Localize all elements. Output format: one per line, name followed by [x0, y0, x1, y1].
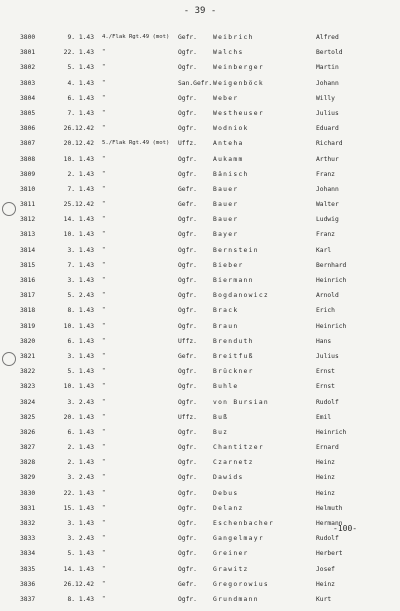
- entry-unit: ": [102, 459, 106, 466]
- entry-unit: ": [102, 246, 106, 253]
- entry-surname: Gangelmayr: [213, 535, 264, 543]
- entry-date: 26.12.42: [63, 125, 94, 133]
- entry-date: 3. 1.43: [67, 520, 94, 527]
- entry-rank: Ogfr.: [178, 125, 197, 133]
- entry-date: 20. 1.43: [63, 413, 94, 421]
- entry-date: 25.12.42: [63, 201, 94, 209]
- entry-date: 3. 1.43: [67, 277, 94, 284]
- entry-unit: ": [102, 337, 106, 344]
- entry-number: 3806: [20, 125, 36, 133]
- entry-rank: Uffz.: [178, 337, 197, 345]
- entry-date: 3. 2.43: [67, 398, 94, 406]
- entry-date: 5. 1.43: [67, 368, 94, 376]
- entry-unit: ": [102, 398, 106, 405]
- entry-number: 3815: [20, 261, 36, 269]
- entry-unit: ": [102, 352, 106, 359]
- entry-unit: ": [102, 550, 106, 557]
- entry-unit: ": [102, 474, 106, 481]
- entry-date: 5. 1.43: [67, 64, 94, 72]
- entry-number: 3808: [20, 155, 36, 163]
- entry-surname: Brenduth: [213, 337, 254, 345]
- entry-rank: Ogfr.: [178, 474, 197, 482]
- entry-date: 2. 1.43: [67, 459, 94, 467]
- entry-given-name: Alfred: [316, 34, 339, 41]
- entry-number: 3837: [20, 595, 36, 603]
- entry-surname: Grawitz: [213, 565, 249, 573]
- entry-rank: Ogfr.: [178, 277, 197, 284]
- entry-unit: ": [102, 216, 106, 223]
- entry-date: 9. 1.43: [67, 34, 94, 41]
- entry-given-name: Heinrich: [316, 277, 347, 284]
- entry-date: 10. 1.43: [63, 155, 94, 163]
- entry-number: 3828: [20, 459, 36, 467]
- entry-given-name: Franz: [316, 170, 335, 178]
- entry-surname: Bernstein: [213, 246, 259, 254]
- entry-date: 14. 1.43: [63, 565, 94, 573]
- entry-unit: ": [102, 170, 106, 177]
- entry-number: 3832: [20, 520, 36, 527]
- entry-rank: Ogfr.: [178, 489, 197, 497]
- entry-unit: ": [102, 79, 106, 86]
- entry-surname: Wodniok: [213, 125, 249, 133]
- entry-rank: Ogfr.: [178, 109, 197, 117]
- entry-rank: Ogfr.: [178, 231, 197, 239]
- entry-date: 10. 1.43: [63, 322, 94, 330]
- entry-number: 3812: [20, 216, 36, 224]
- entry-unit: ": [102, 231, 106, 238]
- entry-rank: Ogfr.: [178, 49, 197, 57]
- entry-rank: Ogfr.: [178, 595, 197, 603]
- entry-unit: ": [102, 322, 106, 329]
- entry-number: 3824: [20, 398, 36, 406]
- entry-number: 3821: [20, 352, 36, 360]
- entry-number: 3800: [20, 34, 36, 41]
- entry-rank: Ogfr.: [178, 565, 197, 573]
- entry-rank: Ogfr.: [178, 261, 197, 269]
- entry-number: 3805: [20, 109, 36, 117]
- entry-surname: Aukamm: [213, 155, 244, 163]
- entry-date: 6. 1.43: [67, 337, 94, 345]
- entry-unit: ": [102, 535, 106, 542]
- entry-date: 3. 1.43: [67, 352, 94, 360]
- entry-surname: Eschenbacher: [213, 520, 275, 527]
- entry-given-name: Heinz: [316, 489, 335, 497]
- entry-number: 3813: [20, 231, 36, 239]
- entry-unit: ": [102, 292, 106, 299]
- entry-rank: Ogfr.: [178, 459, 197, 467]
- entry-unit: ": [102, 261, 106, 268]
- entry-date: 8. 1.43: [67, 595, 94, 603]
- entry-surname: Dawids: [213, 474, 244, 482]
- entry-given-name: Herbert: [316, 550, 343, 558]
- entry-date: 5. 1.43: [67, 550, 94, 558]
- entry-number: 3822: [20, 368, 36, 376]
- entry-given-name: Ernst: [316, 368, 335, 376]
- entry-surname: Weibrich: [213, 34, 254, 41]
- entry-rank: Gefr.: [178, 201, 197, 209]
- entry-number: 3814: [20, 246, 36, 254]
- entry-unit: ": [102, 94, 106, 101]
- entry-date: 20.12.42: [63, 140, 94, 148]
- entry-date: 3. 2.43: [67, 535, 94, 543]
- entry-date: 3. 2.43: [67, 474, 94, 482]
- entry-number: 3802: [20, 64, 36, 72]
- entry-rank: Gefr.: [178, 34, 197, 41]
- entry-given-name: Richard: [316, 140, 343, 148]
- entry-surname: Bieber: [213, 261, 244, 269]
- entry-date: 7. 1.43: [67, 109, 94, 117]
- entry-number: 3833: [20, 535, 36, 543]
- entry-surname: Bänisch: [213, 170, 249, 178]
- entry-given-name: Erich: [316, 307, 335, 315]
- entry-given-name: Ernst: [316, 383, 335, 391]
- entry-unit: ": [102, 428, 106, 435]
- entry-given-name: Heinrich: [316, 428, 347, 436]
- entry-given-name: Heinz: [316, 459, 335, 467]
- entry-unit: ": [102, 520, 106, 526]
- entry-surname: Buz: [213, 428, 229, 436]
- entry-rank: Ogfr.: [178, 216, 197, 224]
- hole-punch-mark: [2, 352, 16, 366]
- entry-surname: Bayer: [213, 231, 239, 239]
- entry-rank: Gefr.: [178, 580, 197, 588]
- entry-date: 4. 1.43: [67, 79, 94, 87]
- entry-unit: ": [102, 185, 106, 192]
- entry-given-name: Martin: [316, 64, 339, 72]
- entry-date: 15. 1.43: [63, 504, 94, 512]
- entry-date: 6. 1.43: [67, 94, 94, 102]
- entry-surname: Brack: [213, 307, 239, 315]
- entry-number: 3823: [20, 383, 36, 391]
- entry-surname: Westheuser: [213, 109, 264, 117]
- entry-surname: Walchs: [213, 49, 244, 57]
- entry-surname: Bauer: [213, 216, 239, 224]
- entry-rank: Ogfr.: [178, 398, 197, 406]
- entry-unit: ": [102, 49, 106, 56]
- entry-number: 3809: [20, 170, 36, 178]
- entry-number: 3835: [20, 565, 36, 573]
- entry-number: 3836: [20, 580, 36, 588]
- entry-number: 3826: [20, 428, 36, 436]
- entry-unit: 4./Flak Rgt.49 (mot): [102, 34, 170, 40]
- entry-unit: ": [102, 504, 106, 511]
- entry-given-name: Bertold: [316, 49, 343, 57]
- entry-number: 3803: [20, 79, 36, 87]
- entry-rank: Gefr.: [178, 185, 197, 193]
- entry-rank: Gefr.: [178, 352, 197, 360]
- entry-unit: ": [102, 413, 106, 420]
- entry-surname: Debus: [213, 489, 239, 497]
- entry-given-name: Julius: [316, 109, 339, 117]
- entry-unit: ": [102, 595, 106, 602]
- entry-rank: Ogfr.: [178, 368, 197, 376]
- entry-rank: Ogfr.: [178, 520, 197, 527]
- entry-given-name: Johann: [316, 79, 339, 87]
- entry-date: 8. 1.43: [67, 307, 94, 315]
- entry-surname: Buß: [213, 413, 229, 421]
- entry-unit: ": [102, 155, 106, 162]
- entry-surname: Weber: [213, 94, 239, 102]
- entry-given-name: Helmuth: [316, 504, 343, 512]
- entry-surname: Anteha: [213, 140, 244, 148]
- entry-date: 22. 1.43: [63, 49, 94, 57]
- entry-surname: Brückner: [213, 368, 254, 376]
- entry-date: 10. 1.43: [63, 231, 94, 239]
- entry-number: 3816: [20, 277, 36, 284]
- entry-given-name: Julius: [316, 352, 339, 360]
- entry-given-name: Johann: [316, 185, 339, 193]
- entry-number: 3834: [20, 550, 36, 558]
- entry-date: 6. 1.43: [67, 428, 94, 436]
- entry-unit: ": [102, 277, 106, 283]
- entry-number: 3804: [20, 94, 36, 102]
- entry-rank: Ogfr.: [178, 504, 197, 512]
- entry-surname: Breitfuß: [213, 352, 254, 360]
- entry-date: 3. 1.43: [67, 246, 94, 254]
- entry-rank: Ogfr.: [178, 307, 197, 315]
- entry-unit: ": [102, 580, 106, 587]
- entry-given-name: Eduard: [316, 125, 339, 133]
- entry-date: 2. 1.43: [67, 444, 94, 452]
- entry-date: 7. 1.43: [67, 185, 94, 193]
- entry-unit: ": [102, 368, 106, 375]
- entry-number: 3827: [20, 444, 36, 452]
- page-number-top: - 39 -: [183, 6, 217, 16]
- entry-rank: Ogfr.: [178, 170, 197, 178]
- entry-rank: Ogfr.: [178, 428, 197, 436]
- entry-given-name: Ernard: [316, 444, 339, 452]
- entry-date: 10. 1.43: [63, 383, 94, 391]
- entry-number: 3817: [20, 292, 36, 300]
- entry-surname: Biermann: [213, 277, 254, 284]
- entry-unit: ": [102, 109, 106, 116]
- entry-given-name: Hermann: [316, 520, 343, 527]
- entry-rank: Ogfr.: [178, 246, 197, 254]
- entry-surname: Gregorowius: [213, 580, 270, 588]
- entry-unit: ": [102, 444, 106, 451]
- entry-given-name: Arthur: [316, 155, 339, 163]
- entry-rank: Ogfr.: [178, 64, 197, 72]
- entry-number: 3831: [20, 504, 36, 512]
- entry-number: 3830: [20, 489, 36, 497]
- entry-surname: Bogdanowicz: [213, 292, 270, 300]
- entry-unit: ": [102, 307, 106, 314]
- entry-given-name: Ludwig: [316, 216, 339, 224]
- entry-surname: Chantitzer: [213, 444, 264, 452]
- entry-given-name: Josef: [316, 565, 335, 573]
- entry-date: 22. 1.43: [63, 489, 94, 497]
- entry-rank: Ogfr.: [178, 292, 197, 300]
- entry-surname: Czarnetz: [213, 459, 254, 467]
- entry-surname: Bauer: [213, 185, 239, 193]
- entry-date: 14. 1.43: [63, 216, 94, 224]
- entry-rank: Uffz.: [178, 140, 197, 148]
- entry-unit: ": [102, 64, 106, 71]
- entry-number: 3801: [20, 49, 36, 57]
- entry-date: 5. 2.43: [67, 292, 94, 300]
- entry-given-name: Heinz: [316, 474, 335, 482]
- entry-surname: Delanz: [213, 504, 244, 512]
- entry-number: 3819: [20, 322, 36, 330]
- page-number-bottom: -100-: [333, 524, 358, 533]
- entry-unit: ": [102, 565, 106, 572]
- entry-surname: Greiner: [213, 550, 249, 558]
- entry-given-name: Rudolf: [316, 398, 339, 406]
- entry-date: 26.12.42: [63, 580, 94, 588]
- entry-surname: von Bursian: [213, 398, 270, 406]
- entry-rank: Ogfr.: [178, 550, 197, 558]
- entry-unit: ": [102, 125, 106, 132]
- entry-date: 7. 1.43: [67, 261, 94, 269]
- entry-rank: Ogfr.: [178, 383, 197, 391]
- entry-given-name: Willy: [316, 94, 335, 102]
- entry-rank: San.Gefr.: [178, 79, 213, 87]
- entry-unit: ": [102, 383, 106, 390]
- entry-given-name: Walter: [316, 201, 339, 209]
- entry-rank: Ogfr.: [178, 155, 197, 163]
- entry-surname: Weinberger: [213, 64, 264, 72]
- entry-given-name: Emil: [316, 413, 332, 421]
- entry-given-name: Heinrich: [316, 322, 347, 330]
- entry-number: 3829: [20, 474, 36, 482]
- entry-given-name: Kurt: [316, 595, 332, 603]
- entry-rank: Ogfr.: [178, 535, 197, 543]
- entry-given-name: Bernhard: [316, 261, 347, 269]
- entry-number: 3825: [20, 413, 36, 421]
- entry-surname: Buhle: [213, 383, 239, 391]
- entry-surname: Bauer: [213, 201, 239, 209]
- entry-number: 3818: [20, 307, 36, 315]
- entry-number: 3810: [20, 185, 36, 193]
- entry-given-name: Franz: [316, 231, 335, 239]
- entry-rank: Uffz.: [178, 413, 197, 421]
- entry-given-name: Rudolf: [316, 535, 339, 543]
- entry-rank: Ogfr.: [178, 444, 197, 452]
- entry-number: 3820: [20, 337, 36, 345]
- entry-surname: Braun: [213, 322, 239, 330]
- entry-number: 3811: [20, 201, 36, 209]
- entry-given-name: Heinz: [316, 580, 335, 588]
- entry-unit: ": [102, 201, 106, 208]
- entry-unit: ": [102, 489, 106, 496]
- entry-surname: Grundmann: [213, 595, 259, 603]
- entry-unit: 5./Flak Rgt.49 (mot): [102, 140, 170, 147]
- entry-date: 2. 1.43: [67, 170, 94, 178]
- entry-given-name: Hans: [316, 337, 332, 345]
- entry-given-name: Karl: [316, 246, 332, 254]
- entry-given-name: Arnold: [316, 292, 339, 300]
- entry-rank: Ogfr.: [178, 322, 197, 330]
- entry-surname: Weigenböck: [213, 79, 264, 87]
- entry-number: 3807: [20, 140, 36, 148]
- entry-rank: Ogfr.: [178, 94, 197, 102]
- hole-punch-mark: [2, 202, 16, 216]
